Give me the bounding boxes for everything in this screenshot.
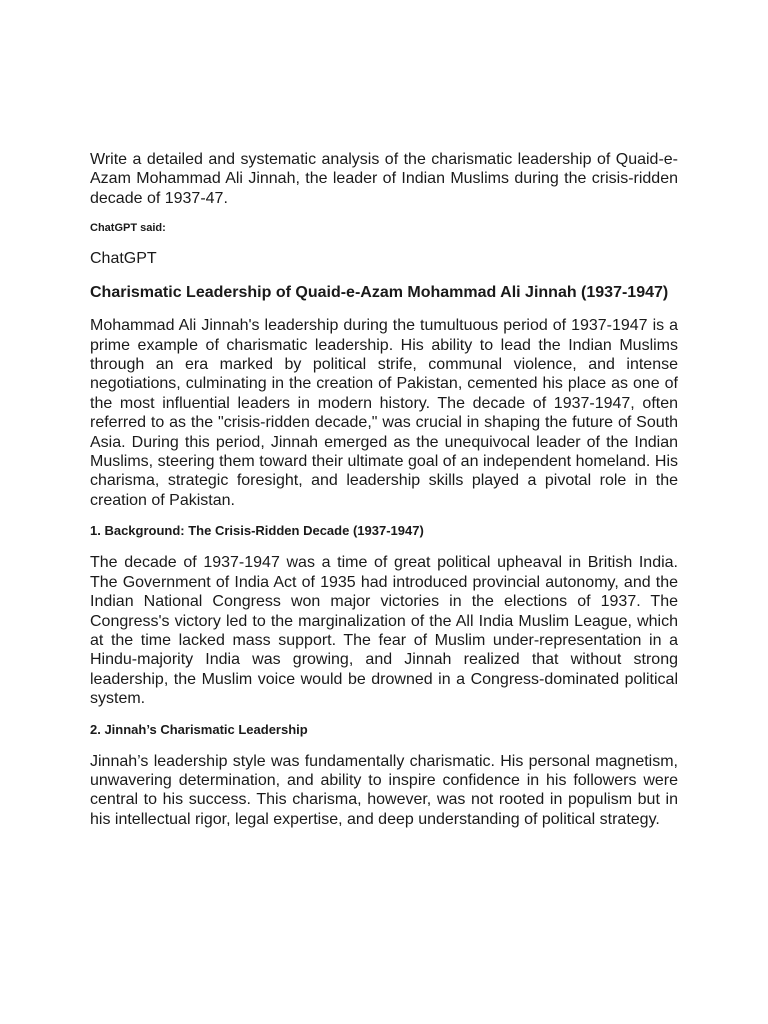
section-body-background: The decade of 1937-1947 was a time of great political upheaval in British India. The Government of India Act of 1935 had introduced provincial autonomy, and the Indian National Congress won major victories in the elections of 1937. The Congress's victory led to the marginalization of the All India Muslim League, which at the time lacked mass support. The fear of Muslim under-representation in a Hindu-majority India was growing, and Jinnah realized that without strong leadership, the Muslim voice would be drowned in a Congress-dominated political system. <box>90 554 678 708</box>
intro-paragraph: Mohammad Ali Jinnah's leadership during the tumultuous period of 1937-1947 is a prime example of charismatic leadership. His ability to lead the Indian Muslims through an era marked by political strife, communal violence, and intense negotiations, culminating in the creation of Pakistan, cemented his place as one of the most influential leaders in modern history. The decade of 1937-1947, often referred to as the "crisis-ridden decade," was crucial in shaping the future of South Asia. During this period, Jinnah emerged as the unequivocal leader of the Indian Muslims, steering them toward their ultimate goal of an independent homeland. His charisma, strategic foresight, and leadership skills played a pivotal role in the creation of Pakistan. <box>90 317 678 509</box>
model-name: ChatGPT <box>90 250 157 268</box>
section-body-leadership: Jinnah’s leadership style was fundamentally charismatic. His personal magnetism, unwavering determination, and ability to inspire confidence in his followers were central to his success. This charisma, however, was not rooted in populism but in his intellectual rigor, legal expertise, and deep understanding of political strategy. <box>90 752 678 828</box>
response-title: Charismatic Leadership of Quaid-e-Azam Mohammad Ali Jinnah (1937-1947) <box>90 284 669 302</box>
document-page <box>90 150 678 829</box>
user-prompt: Write a detailed and systematic analysis of the charismatic leadership of Quaid-e- Azam Mohammad Ali Jinnah, the leader of Indian Muslims during the crisis-ridden decade of 1937-47. <box>90 151 678 207</box>
speaker-label: ChatGPT said: <box>90 222 166 235</box>
section-heading-leadership: 2. Jinnah’s Charismatic Leadership <box>90 721 308 737</box>
section-heading-background: 1. Background: The Crisis-Ridden Decade (1937-1947) <box>90 523 424 539</box>
